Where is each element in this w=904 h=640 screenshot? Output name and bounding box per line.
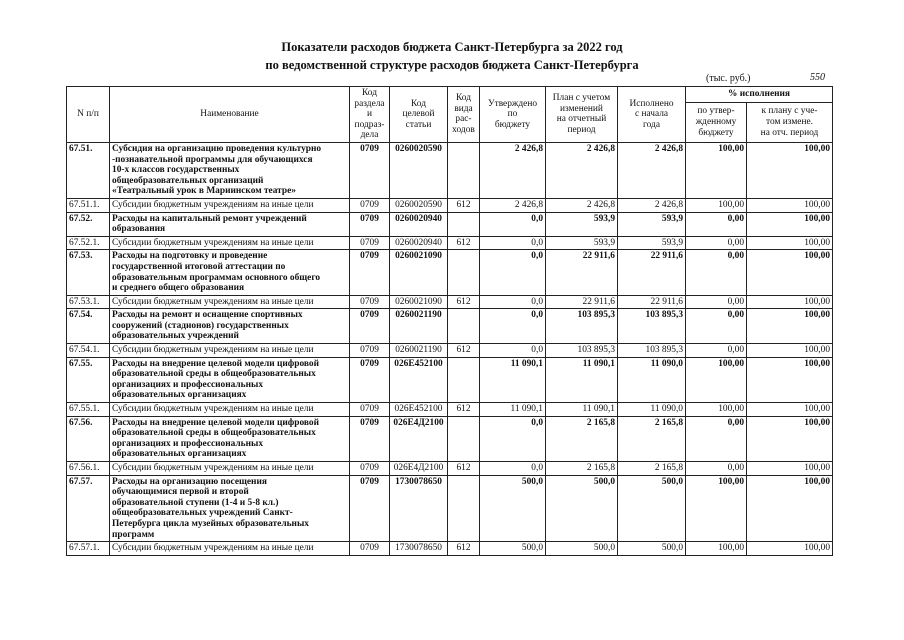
cell-name: [110, 309, 350, 344]
cell-isp: 2 165,8: [618, 416, 686, 461]
cell-plan: 103 895,3: [546, 344, 618, 358]
cell-kcs: 0260021190: [390, 309, 448, 344]
cell-kcs: 026E4Д2100: [390, 416, 448, 461]
cell-text-line: образовательных организациях: [112, 449, 247, 460]
cell-text-line: Субсидии бюджетным учреждениям на иные цели: [112, 543, 314, 554]
cell-kcs: 1730078650: [390, 542, 448, 556]
cell-kvr: [448, 250, 480, 295]
cell-np: 67.55.1.: [67, 403, 110, 417]
col-header-pct-group: % исполнения: [686, 87, 833, 103]
table-row: [67, 250, 833, 295]
cell-text-line: Петербурга цикла музейных образовательных: [112, 518, 309, 529]
cell-name: [110, 542, 350, 556]
cell-isp: 500,0: [618, 475, 686, 542]
cell-utv: 0,0: [480, 344, 546, 358]
cell-kvr: [448, 309, 480, 344]
cell-kvr: 612: [448, 344, 480, 358]
cell-kvr: [448, 416, 480, 461]
cell-razdel: 0709: [350, 416, 390, 461]
table-row: [67, 403, 833, 417]
units-label: (тыс. руб.): [706, 73, 751, 84]
cell-kvr: 612: [448, 462, 480, 476]
cell-text-line: организациях и профессиональных: [112, 438, 264, 449]
cell-isp: 593,9: [618, 212, 686, 236]
cell-pct-utv: 100,00: [686, 475, 747, 542]
cell-pct-utv: 0,00: [686, 462, 747, 476]
col-header-razdel: Код раздела и подраз- дела: [350, 87, 390, 143]
cell-kcs: 026E4Д2100: [390, 462, 448, 476]
cell-kvr: [448, 142, 480, 198]
cell-text-line: Субсидии бюджетным учреждениям на иные цели: [112, 296, 314, 307]
cell-plan: 593,9: [546, 236, 618, 250]
cell-pct-plan: 100,00: [747, 250, 833, 295]
cell-text-line: Субсидии бюджетным учреждениям на иные цели: [112, 199, 314, 210]
col-header-ispolneno: Исполнено с начала года: [618, 87, 686, 143]
cell-np: 67.52.: [67, 212, 110, 236]
cell-isp: 22 911,6: [618, 250, 686, 295]
cell-pct-utv: 0,00: [686, 295, 747, 309]
cell-name: [110, 462, 350, 476]
cell-kvr: [448, 357, 480, 402]
cell-kcs: 026E452100: [390, 357, 448, 402]
cell-razdel: 0709: [350, 403, 390, 417]
cell-text-line: Субсидии бюджетным учреждениям на иные цели: [112, 463, 314, 473]
cell-text-line: Субсидии бюджетным учреждениям на иные цели: [112, 237, 314, 248]
col-header-utv: Утверждено по бюджету: [480, 87, 546, 143]
cell-np: 67.51.1.: [67, 198, 110, 212]
cell-text-line: программ: [112, 529, 155, 540]
page-subtitle: по ведомственной структуре расходов бюджета Санкт-Петербурга: [265, 58, 639, 72]
cell-kvr: 612: [448, 295, 480, 309]
cell-razdel: 0709: [350, 250, 390, 295]
col-header-tselevaya: Код целевой статьи: [390, 87, 448, 143]
cell-pct-utv: 0,00: [686, 344, 747, 358]
table-row: [67, 142, 833, 198]
cell-pct-plan: 100,00: [747, 309, 833, 344]
cell-plan: 2 165,8: [546, 416, 618, 461]
col-header-np: N п/п: [67, 87, 110, 143]
cell-text-line: 10-х классов государственных: [112, 165, 240, 176]
cell-utv: 500,0: [480, 542, 546, 556]
cell-utv: 11 090,1: [480, 403, 546, 417]
page-title: Показатели расходов бюджета Санкт-Петербурга за 2022 год: [281, 40, 623, 54]
cell-kcs: 0260021090: [390, 295, 448, 309]
cell-text-line: -познавательной программы для обучающихся: [112, 154, 313, 165]
cell-pct-utv: 100,00: [686, 403, 747, 417]
cell-np: 67.52.1.: [67, 236, 110, 250]
cell-name: [110, 198, 350, 212]
cell-isp: 103 895,3: [618, 309, 686, 344]
cell-isp: 2 165,8: [618, 462, 686, 476]
cell-pct-plan: 100,00: [747, 475, 833, 542]
cell-text-line: образовательной среды в общеобразовательных: [112, 428, 316, 439]
cell-pct-utv: 100,00: [686, 542, 747, 556]
cell-utv: 0,0: [480, 295, 546, 309]
cell-isp: 500,0: [618, 542, 686, 556]
cell-kvr: 612: [448, 236, 480, 250]
cell-pct-plan: 100,00: [747, 542, 833, 556]
cell-utv: 0,0: [480, 250, 546, 295]
cell-plan: 2 165,8: [546, 462, 618, 476]
cell-plan: 11 090,1: [546, 357, 618, 402]
cell-razdel: 0709: [350, 344, 390, 358]
cell-name: [110, 416, 350, 461]
cell-name: [110, 475, 350, 542]
cell-utv: 0,0: [480, 462, 546, 476]
cell-pct-plan: 100,00: [747, 198, 833, 212]
cell-kcs: 0260020590: [390, 198, 448, 212]
cell-np: 67.57.1.: [67, 542, 110, 556]
cell-kcs: 0260021190: [390, 344, 448, 358]
cell-razdel: 0709: [350, 542, 390, 556]
cell-isp: 2 426,8: [618, 198, 686, 212]
cell-text-line: образовательной ступени (1-4 и 5-8 кл.): [112, 497, 279, 508]
cell-pct-plan: 100,00: [747, 403, 833, 417]
cell-utv: 0,0: [480, 212, 546, 236]
cell-pct-plan: 100,00: [747, 142, 833, 198]
cell-kcs: 0260020940: [390, 212, 448, 236]
cell-utv: 2 426,8: [480, 198, 546, 212]
cell-text-line: Расходы на внедрение целевой модели цифровой: [112, 417, 320, 428]
table-row: [67, 344, 833, 358]
cell-razdel: 0709: [350, 236, 390, 250]
cell-pct-plan: 100,00: [747, 416, 833, 461]
cell-pct-plan: 100,00: [747, 357, 833, 402]
page-number: 550: [810, 72, 825, 83]
cell-np: 67.54.1.: [67, 344, 110, 358]
cell-pct-utv: 0,00: [686, 309, 747, 344]
table-body: [67, 142, 833, 555]
cell-text-line: Расходы на ремонт и оснащение спортивных: [112, 310, 303, 321]
cell-name: [110, 295, 350, 309]
table-row: [67, 198, 833, 212]
cell-text-line: организациях и профессиональных: [112, 379, 264, 390]
cell-razdel: 0709: [350, 357, 390, 402]
cell-plan: 103 895,3: [546, 309, 618, 344]
cell-plan: 11 090,1: [546, 403, 618, 417]
cell-name: [110, 236, 350, 250]
table-row: [67, 416, 833, 461]
table-row: [67, 295, 833, 309]
col-header-pct-plan: к плану с уче- том измене. на отч. период: [747, 102, 833, 142]
cell-utv: 500,0: [480, 475, 546, 542]
cell-plan: 22 911,6: [546, 295, 618, 309]
cell-isp: 2 426,8: [618, 142, 686, 198]
cell-text-line: и среднего общего образования: [112, 283, 245, 294]
col-header-pct-utv: по утвер- жденному бюджету: [686, 102, 747, 142]
cell-kcs: 0260020940: [390, 236, 448, 250]
cell-text-line: Субсидии бюджетным учреждениям на иные цели: [112, 345, 314, 356]
cell-isp: 103 895,3: [618, 344, 686, 358]
cell-text-line: «Театральный урок в Мариинском театре»: [112, 186, 296, 197]
cell-isp: 11 090,0: [618, 357, 686, 402]
cell-kvr: [448, 212, 480, 236]
cell-text-line: общеобразовательных организаций: [112, 175, 264, 186]
cell-pct-plan: 100,00: [747, 212, 833, 236]
cell-plan: 593,9: [546, 212, 618, 236]
cell-plan: 2 426,8: [546, 198, 618, 212]
budget-table: [66, 86, 833, 556]
cell-pct-utv: 100,00: [686, 198, 747, 212]
cell-plan: 2 426,8: [546, 142, 618, 198]
cell-utv: 0,0: [480, 236, 546, 250]
cell-text-line: Субсидии бюджетным учреждениям на иные цели: [112, 404, 314, 415]
cell-razdel: 0709: [350, 142, 390, 198]
cell-text-line: Расходы на внедрение целевой модели цифровой: [112, 358, 320, 369]
cell-kcs: 0260021090: [390, 250, 448, 295]
cell-name: [110, 403, 350, 417]
cell-kvr: 612: [448, 403, 480, 417]
cell-text-line: государственной итоговой аттестации по: [112, 261, 286, 272]
cell-np: 67.55.: [67, 357, 110, 402]
cell-pct-utv: 0,00: [686, 250, 747, 295]
col-header-name: Наименование: [110, 87, 350, 143]
cell-text-line: образовательных учреждений: [112, 331, 239, 342]
table-row: [67, 212, 833, 236]
col-header-vid: Код вида рас- ходов: [448, 87, 480, 143]
cell-isp: 22 911,6: [618, 295, 686, 309]
cell-pct-utv: 100,00: [686, 142, 747, 198]
table-row: [67, 309, 833, 344]
cell-np: 67.53.1.: [67, 295, 110, 309]
cell-np: 67.56.1.: [67, 462, 110, 476]
cell-np: 67.51.: [67, 142, 110, 198]
cell-np: 67.53.: [67, 250, 110, 295]
cell-isp: 11 090,0: [618, 403, 686, 417]
cell-razdel: 0709: [350, 309, 390, 344]
cell-kcs: 026E452100: [390, 403, 448, 417]
cell-kvr: [448, 475, 480, 542]
cell-utv: 0,0: [480, 309, 546, 344]
cell-text-line: Расходы на капитальный ремонт учреждений: [112, 213, 307, 224]
cell-utv: 11 090,1: [480, 357, 546, 402]
header-row-1: [67, 87, 833, 103]
cell-name: [110, 142, 350, 198]
cell-np: 67.54.: [67, 309, 110, 344]
cell-utv: 2 426,8: [480, 142, 546, 198]
cell-plan: 500,0: [546, 542, 618, 556]
cell-pct-utv: 0,00: [686, 212, 747, 236]
cell-pct-utv: 0,00: [686, 236, 747, 250]
cell-kcs: 1730078650: [390, 475, 448, 542]
cell-kvr: 612: [448, 198, 480, 212]
cell-pct-plan: 100,00: [747, 295, 833, 309]
cell-isp: 593,9: [618, 236, 686, 250]
cell-text-line: общеобразовательных учреждений Санкт-: [112, 508, 293, 519]
cell-name: [110, 212, 350, 236]
cell-text-line: обучающимися первой и второй: [112, 487, 249, 498]
cell-razdel: 0709: [350, 198, 390, 212]
cell-text-line: образовательным программам основного общего: [112, 272, 321, 283]
cell-np: 67.57.: [67, 475, 110, 542]
cell-text-line: образования: [112, 224, 166, 235]
table-row: [67, 475, 833, 542]
cell-text-line: Расходы на организацию посещения: [112, 476, 267, 487]
cell-np: 67.56.: [67, 416, 110, 461]
cell-name: [110, 250, 350, 295]
table-row: [67, 236, 833, 250]
cell-text-line: сооружений (стадионов) государственных: [112, 320, 289, 331]
cell-kvr: 612: [448, 542, 480, 556]
cell-pct-plan: 100,00: [747, 344, 833, 358]
table-row: [67, 542, 833, 556]
cell-pct-plan: 100,00: [747, 462, 833, 476]
col-header-plan: План с учетом изменений на отчетный период: [546, 87, 618, 143]
cell-name: [110, 344, 350, 358]
cell-plan: 22 911,6: [546, 250, 618, 295]
cell-pct-utv: 0,00: [686, 416, 747, 461]
cell-utv: 0,0: [480, 416, 546, 461]
cell-text-line: Субсидия на организацию проведения культурно: [112, 143, 322, 154]
cell-razdel: 0709: [350, 475, 390, 542]
cell-razdel: 0709: [350, 212, 390, 236]
cell-pct-utv: 100,00: [686, 357, 747, 402]
cell-kcs: 0260020590: [390, 142, 448, 198]
table-row: [67, 357, 833, 402]
cell-razdel: 0709: [350, 295, 390, 309]
cell-name: [110, 357, 350, 402]
cell-pct-plan: 100,00: [747, 236, 833, 250]
cell-text-line: Расходы на подготовку и проведение: [112, 251, 268, 262]
cell-text-line: образовательных организациях: [112, 390, 247, 401]
cell-plan: 500,0: [546, 475, 618, 542]
cell-text-line: образовательной среды в общеобразовательных: [112, 369, 316, 380]
table-row: [67, 462, 833, 476]
cell-razdel: 0709: [350, 462, 390, 476]
